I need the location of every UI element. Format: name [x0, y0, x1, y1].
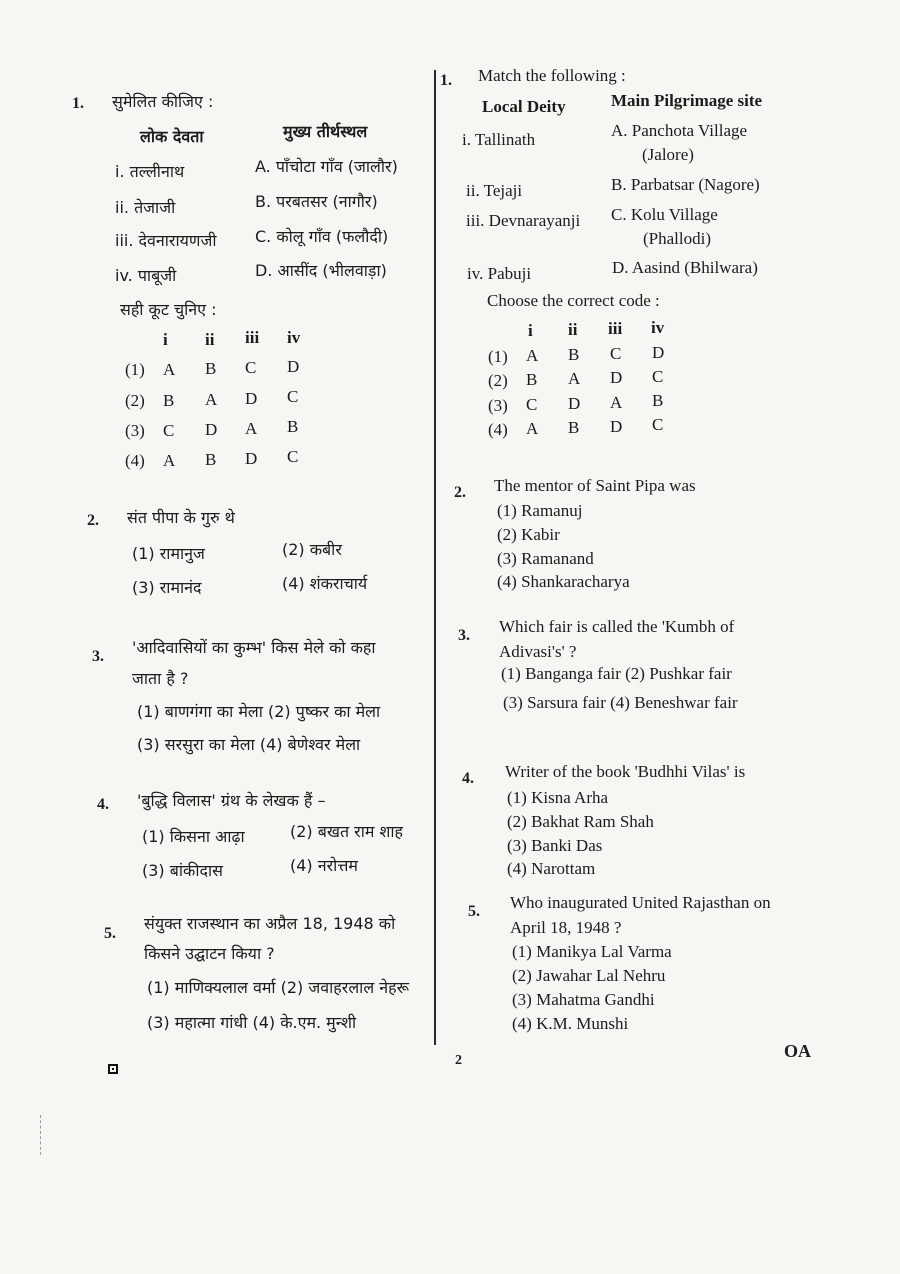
question-number: 4. — [462, 770, 474, 787]
code-value: D — [568, 394, 581, 413]
code-value: C — [610, 344, 622, 363]
question-stem: Match the following : — [478, 66, 626, 85]
question-stem: Who inaugurated United Rajasthan on — [510, 893, 771, 912]
answer-option: (1) Ramanuj — [497, 501, 583, 520]
match-right-item: B. परबतसर (नागौर) — [255, 192, 378, 211]
code-value: A — [568, 369, 581, 388]
code-value: B — [526, 370, 538, 389]
question-number: 5. — [104, 925, 116, 942]
code-value: A — [526, 419, 539, 438]
match-left-item: iv. पाबूजी — [115, 266, 177, 285]
code-value: D — [610, 368, 623, 387]
question-number: 1. — [440, 72, 452, 89]
answer-options-row: (1) बाणगंगा का मेला (2) पुष्कर का मेला — [137, 702, 381, 721]
code-value: B — [568, 418, 580, 437]
question-stem: Which fair is called the 'Kumbh of — [499, 617, 735, 636]
question-number: 4. — [97, 796, 109, 813]
answer-option: (3) Banki Das — [507, 836, 603, 855]
answer-option: (1) किसना आढ़ा — [142, 827, 245, 846]
answer-option: (1) Manikya Lal Varma — [512, 942, 672, 961]
code-value: B — [287, 417, 299, 436]
code-value: B — [163, 391, 175, 410]
answer-option: (2) कबीर — [282, 540, 342, 559]
question-number: 2. — [454, 484, 466, 501]
code-value: B — [205, 450, 217, 469]
code-value: A — [526, 346, 539, 365]
match-right-item: A. Panchota Village — [611, 121, 748, 140]
code-value: B — [652, 391, 664, 410]
code-value: D — [245, 389, 258, 408]
code-value: C — [652, 415, 664, 434]
answer-option: (3) Mahatma Gandhi — [512, 990, 655, 1009]
answer-option: (4) शंकराचार्य — [282, 574, 368, 593]
match-left-item: ii. Tejaji — [466, 181, 523, 200]
question-stem-cont: जाता है ? — [132, 669, 189, 688]
code-value: A — [205, 390, 218, 409]
code-value: A — [245, 419, 258, 438]
answer-options-row: (3) Sarsura fair (4) Beneshwar fair — [503, 693, 738, 712]
match-left-item: i. तल्लीनाथ — [115, 162, 185, 181]
answer-option: (3) बांकीदास — [142, 861, 223, 880]
code-prompt: Choose the correct code : — [487, 291, 660, 310]
code-head: ii — [205, 330, 215, 349]
match-left-item: i. Tallinath — [462, 130, 536, 149]
code-option: (1) — [488, 347, 508, 366]
code-head: iii — [245, 328, 260, 347]
column-heading-site: Main Pilgrimage site — [611, 91, 763, 110]
code-value: C — [652, 367, 664, 386]
code-value: A — [163, 451, 176, 470]
question-stem-cont: April 18, 1948 ? — [510, 918, 622, 937]
code-value: B — [205, 359, 217, 378]
answer-option: (2) Jawahar Lal Nehru — [512, 966, 666, 985]
match-right-item-cont: (Jalore) — [642, 145, 694, 164]
answer-option: (4) नरोत्तम — [290, 856, 358, 875]
answer-option: (1) रामानुज — [132, 544, 205, 563]
code-head: iii — [608, 319, 623, 338]
question-stem-cont: किसने उद्घाटन किया ? — [144, 944, 275, 963]
answer-option: (1) Kisna Arha — [507, 788, 609, 807]
match-left-item: iii. Devnarayanji — [466, 211, 581, 230]
answer-option: (4) K.M. Munshi — [512, 1014, 629, 1033]
code-option: (1) — [125, 360, 145, 379]
column-heading-deity: लोक देवता — [140, 127, 204, 146]
match-left-item: ii. तेजाजी — [115, 198, 176, 217]
code-option: (2) — [488, 371, 508, 390]
answer-option: (2) Bakhat Ram Shah — [507, 812, 654, 831]
code-value: D — [245, 449, 258, 468]
code-value: D — [205, 420, 218, 439]
code-value: C — [245, 358, 257, 377]
page-number: 2 — [455, 1053, 462, 1068]
match-left-item: iv. Pabuji — [467, 264, 532, 283]
registration-mark — [108, 1064, 118, 1074]
code-value: D — [287, 357, 300, 376]
question-stem: The mentor of Saint Pipa was — [494, 476, 696, 495]
question-number: 1. — [72, 95, 84, 112]
booklet-code: OA — [784, 1041, 811, 1061]
code-option: (3) — [125, 421, 145, 440]
answer-option: (4) Narottam — [507, 859, 596, 878]
question-stem: संत पीपा के गुरु थे — [127, 508, 235, 527]
answer-options-row: (3) महात्मा गांधी (4) के.एम. मुन्शी — [147, 1013, 357, 1032]
match-right-item: C. Kolu Village — [611, 205, 718, 224]
question-stem: सुमेलित कीजिए : — [112, 92, 214, 111]
code-value: C — [287, 447, 299, 466]
question-stem: 'आदिवासियों का कुम्भ' किस मेले को कहा — [132, 638, 376, 657]
question-stem: 'बुद्धि विलास' ग्रंथ के लेखक हैं – — [137, 791, 326, 810]
code-value: B — [568, 345, 580, 364]
code-value: C — [287, 387, 299, 406]
code-head: iv — [651, 318, 665, 337]
column-divider — [434, 70, 436, 1045]
question-stem-cont: Adivasi's' ? — [499, 642, 577, 661]
code-value: A — [163, 360, 176, 379]
code-head: iv — [287, 328, 301, 347]
answer-option: (4) Shankaracharya — [497, 572, 630, 591]
question-number: 2. — [87, 512, 99, 529]
code-value: D — [652, 343, 665, 362]
match-right-item: B. Parbatsar (Nagore) — [611, 175, 760, 194]
code-head: ii — [568, 320, 578, 339]
code-option: (4) — [488, 420, 508, 439]
question-number: 3. — [92, 648, 104, 665]
code-value: C — [163, 421, 175, 440]
code-option: (2) — [125, 391, 145, 410]
column-heading-site: मुख्य तीर्थस्थल — [283, 122, 368, 141]
margin-marks — [40, 1115, 42, 1155]
answer-options-row: (1) माणिक्यलाल वर्मा (2) जवाहरलाल नेहरू — [147, 978, 410, 997]
question-stem: संयुक्त राजस्थान का अप्रैल 18, 1948 को — [144, 914, 396, 933]
code-value: A — [610, 393, 623, 412]
question-stem: Writer of the book 'Budhhi Vilas' is — [505, 762, 746, 781]
answer-option: (3) Ramanand — [497, 549, 594, 568]
code-head: i — [528, 321, 533, 340]
answer-options-row: (3) सरसुरा का मेला (4) बेणेश्वर मेला — [137, 735, 361, 754]
question-number: 3. — [458, 627, 470, 644]
column-heading-deity: Local Deity — [482, 97, 566, 116]
question-number: 5. — [468, 903, 480, 920]
answer-option: (2) Kabir — [497, 525, 560, 544]
code-option: (4) — [125, 451, 145, 470]
code-value: D — [610, 417, 623, 436]
match-right-item: D. Aasind (Bhilwara) — [612, 258, 758, 277]
code-head: i — [163, 330, 168, 349]
match-right-item: A. पाँचोटा गाँव (जालौर) — [255, 157, 398, 176]
match-right-item: C. कोलू गाँव (फलौदी) — [255, 227, 389, 246]
match-right-item: D. आसींद (भीलवाड़ा) — [255, 261, 387, 280]
match-left-item: iii. देवनारायणजी — [115, 231, 217, 250]
answer-option: (3) रामानंद — [132, 578, 202, 597]
match-right-item-cont: (Phallodi) — [643, 229, 711, 248]
code-value: C — [526, 395, 538, 414]
code-option: (3) — [488, 396, 508, 415]
answer-option: (2) बखत राम शाह — [290, 822, 404, 841]
answer-options-row: (1) Banganga fair (2) Pushkar fair — [501, 664, 732, 683]
code-prompt: सही कूट चुनिए : — [120, 300, 217, 319]
